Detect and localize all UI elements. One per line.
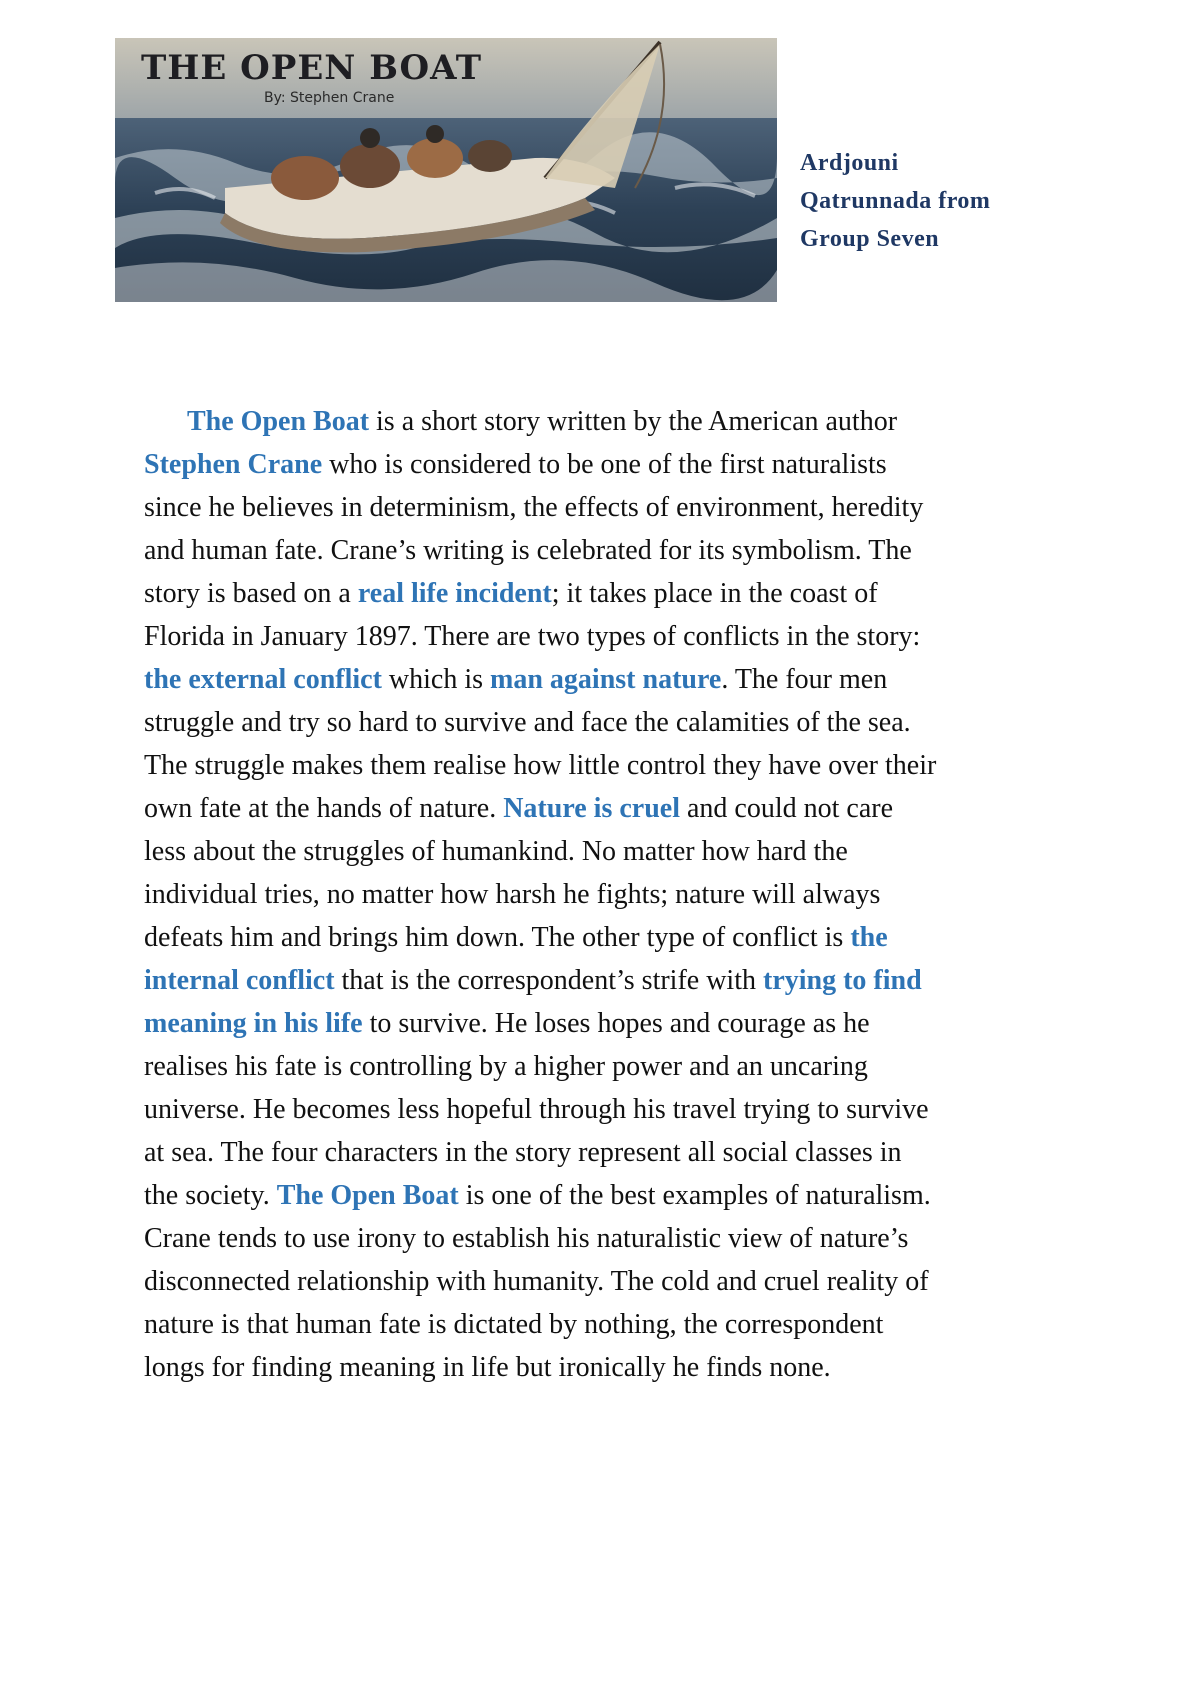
essay-line [144,1303,1074,1346]
body-text: disconnected relationship with humanity. The cold and cruel reality of [144,1266,929,1297]
highlighted-phrase: real life incident [357,578,552,609]
body-text: defeats him and brings him down. The other type of conflict is [144,922,851,953]
body-text: since he believes in determinism, the effects of environment, heredity [144,492,924,523]
essay-line [144,1260,1074,1303]
body-text: is one of the best examples of naturalism. [458,1180,931,1211]
author-line: Qatrunnada from [800,188,991,214]
highlighted-phrase: The Open Boat [276,1180,459,1211]
body-text: and could not care [679,793,894,824]
body-text: is a short story written by the American author [369,406,898,437]
highlighted-phrase: trying to find [763,965,922,996]
banner-title: THE OPEN BOAT [141,48,482,88]
cover-banner-image [115,38,777,302]
highlighted-phrase: Stephen Crane [144,449,323,480]
body-text: own fate at the hands of nature. [144,793,504,824]
essay-line [144,400,1074,443]
body-text: longs for finding meaning in life but ironically he finds none. [144,1352,831,1383]
body-text: ; it takes place in the coast of [551,578,878,609]
body-text: and human fate. Crane’s writing is celebrated for its symbolism. The [144,535,912,566]
essay-line [144,1045,1074,1088]
body-text: Crane tends to use irony to establish his naturalistic view of nature’s [144,1223,909,1254]
body-text: to survive. He loses hopes and courage as he [362,1008,870,1039]
body-text: The struggle makes them realise how little control they have over their [144,750,937,781]
essay-line [144,658,1074,701]
body-text: universe. He becomes less hopeful through his travel trying to survive [144,1094,929,1125]
highlighted-phrase: Nature is cruel [503,793,680,824]
author-credit [800,144,1040,258]
essay-line [144,529,1074,572]
highlighted-phrase: man against nature [490,664,722,695]
body-text: at sea. The four characters in the story represent all social classes in [144,1137,902,1168]
body-text: story is based on a [144,578,358,609]
highlighted-phrase: the [850,922,888,953]
essay-line [144,1002,1074,1045]
essay-paragraph [144,400,1074,1389]
body-text: struggle and try so hard to survive and face the calamities of the sea. [144,707,911,738]
author-line: Group Seven [800,226,940,252]
essay-line [144,1174,1074,1217]
highlighted-phrase: internal conflict [144,965,335,996]
banner-byline: By: Stephen Crane [264,90,395,106]
essay-line [144,572,1074,615]
essay-line [144,787,1074,830]
essay-line [144,1131,1074,1174]
body-text: the society. [144,1180,277,1211]
essay-line [144,916,1074,959]
body-text: that is the correspondent’s strife with [334,965,763,996]
highlighted-phrase: meaning in his life [144,1008,363,1039]
essay-line [144,443,1074,486]
essay-line [144,873,1074,916]
author-line: Ardjouni [800,150,899,176]
essay-line [144,959,1074,1002]
body-text: individual tries, no matter how harsh he fights; nature will always [144,879,881,910]
essay-line [144,701,1074,744]
essay-line [144,744,1074,787]
essay-line [144,1346,1074,1389]
essay-line [144,830,1074,873]
highlighted-phrase: The Open Boat [187,406,370,437]
body-text: . The four men [721,664,888,695]
body-text: which is [381,664,491,695]
body-text: Florida in January 1897. There are two types of conflicts in the story: [144,621,921,652]
body-text: less about the struggles of humankind. No matter how hard the [144,836,848,867]
body-text: realises his fate is controlling by a higher power and an uncaring [144,1051,868,1082]
essay-line [144,1217,1074,1260]
essay-line [144,486,1074,529]
body-text: nature is that human fate is dictated by nothing, the correspondent [144,1309,884,1340]
body-text: who is considered to be one of the first naturalists [322,449,887,480]
highlighted-phrase: the external conflict [144,664,382,695]
essay-line [144,1088,1074,1131]
essay-line [144,615,1074,658]
